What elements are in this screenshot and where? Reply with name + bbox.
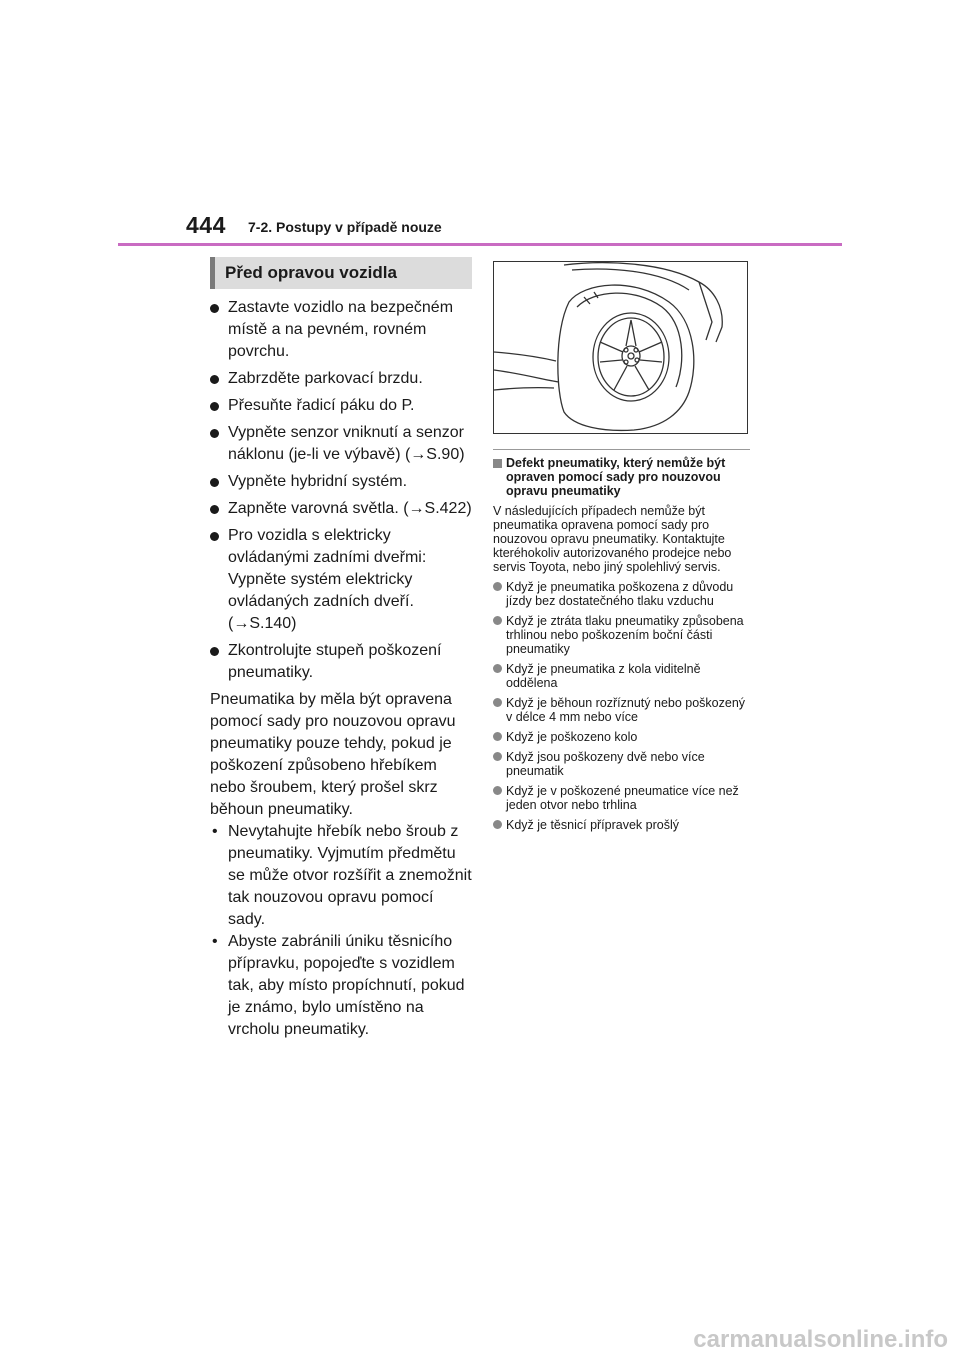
list-item: Když jsou poškozeny dvě nebo více pneumatik xyxy=(493,750,750,778)
list-item: • Abyste zabránili úniku těsnicího přípravku, popojeďte s vozidlem tak, aby místo propíchnutí, pokud je známo, bylo umístěno na vrcholu pneumatiky. xyxy=(212,933,465,1038)
circle-bullet-icon xyxy=(493,752,502,761)
list-item: Když je poškozeno kolo xyxy=(493,730,750,744)
bullet-icon xyxy=(210,478,219,487)
small-bullet-icon: • xyxy=(212,823,218,840)
divider xyxy=(493,449,750,450)
sub-bullet-list xyxy=(210,821,472,1041)
list-item: Zastavte vozidlo na bezpečném místě a na pevném, rovném povrchu. xyxy=(210,297,472,363)
bullet-icon xyxy=(210,375,219,384)
list-item: Zkontrolujte stupeň poškození pneumatiky. xyxy=(210,640,472,684)
sub-heading: Defekt pneumatiky, který nemůže být opraven pomocí sady pro nouzovou opravu pneumatiky xyxy=(493,456,750,498)
circle-bullet-icon xyxy=(493,582,502,591)
list-item: Když je pneumatika z kola viditelně oddělena xyxy=(493,662,750,690)
list-item: Když je těsnicí přípravek prošlý xyxy=(493,818,750,832)
circle-bullet-icon xyxy=(493,786,502,795)
list-item: Přesuňte řadicí páku do P. xyxy=(210,395,472,417)
left-column xyxy=(210,257,472,1041)
list-item: Vypněte hybridní systém. xyxy=(210,471,472,493)
bullet-icon xyxy=(210,532,219,541)
page-number: 444 xyxy=(186,212,226,238)
square-marker-icon xyxy=(493,459,502,468)
section-title: 7-2. Postupy v případě nouze xyxy=(248,219,442,235)
section-heading: Před opravou vozidla xyxy=(210,257,472,289)
body-paragraph: Pneumatika by měla být opravena pomocí sady pro nouzovou opravu pneumatiky pouze tehdy, pokud je poškození způsobeno hřebíkem nebo šroubem, který prošel skrz běhoun pneumatiky. xyxy=(210,691,456,818)
bullet-list xyxy=(210,297,472,684)
list-item: Zapněte varovná světla. (→S.422) xyxy=(210,498,472,520)
list-item: Vypněte senzor vniknutí a senzor náklonu (je-li ve výbavě) (→S.90) xyxy=(210,422,472,466)
list-item: Zabrzděte parkovací brzdu. xyxy=(210,368,472,390)
right-column xyxy=(493,261,750,838)
list-item: Když je pneumatika poškozena z důvodu jízdy bez dostatečného tlaku vzduchu xyxy=(493,580,750,608)
circle-bullet-icon xyxy=(493,698,502,707)
list-item: Když je běhoun rozříznutý nebo poškozený v délce 4 mm nebo více xyxy=(493,696,750,724)
circle-bullet-icon xyxy=(493,616,502,625)
list-item: Když je ztráta tlaku pneumatiky způsobena trhlinou nebo poškozením boční části pneumatiky xyxy=(493,614,750,656)
list-item: • Nevytahujte hřebík nebo šroub z pneumatiky. Vyjmutím předmětu se může otvor rozšířit a znemožnit tak nouzovou opravu pomocí sady. xyxy=(212,823,472,928)
condition-list xyxy=(493,580,750,832)
flat-tire-illustration xyxy=(493,261,748,434)
tire-drawing xyxy=(494,262,747,433)
watermark: carmanualsonline.info xyxy=(693,1326,948,1353)
list-item: Pro vozidla s elektricky ovládanými zadními dveřmi: Vypněte systém elektricky ovládaných zadních dveří. (→S.140) xyxy=(210,525,472,635)
small-bullet-icon: • xyxy=(212,933,218,950)
list-item: Když je v poškozené pneumatice více než jeden otvor nebo trhlina xyxy=(493,784,750,812)
info-paragraph: V následujících případech nemůže být pneumatika opravena pomocí sady pro nouzovou opravu pneumatiky. Kontaktujte kteréhokoliv autorizovaného prodejce nebo servis Toyota, nebo jiný spolehlivý servis. xyxy=(493,504,732,574)
bullet-icon xyxy=(210,647,219,656)
circle-bullet-icon xyxy=(493,820,502,829)
circle-bullet-icon xyxy=(493,664,502,673)
bullet-icon xyxy=(210,402,219,411)
header-rule xyxy=(118,243,842,246)
bullet-icon xyxy=(210,429,219,438)
circle-bullet-icon xyxy=(493,732,502,741)
bullet-icon xyxy=(210,304,219,313)
bullet-icon xyxy=(210,505,219,514)
